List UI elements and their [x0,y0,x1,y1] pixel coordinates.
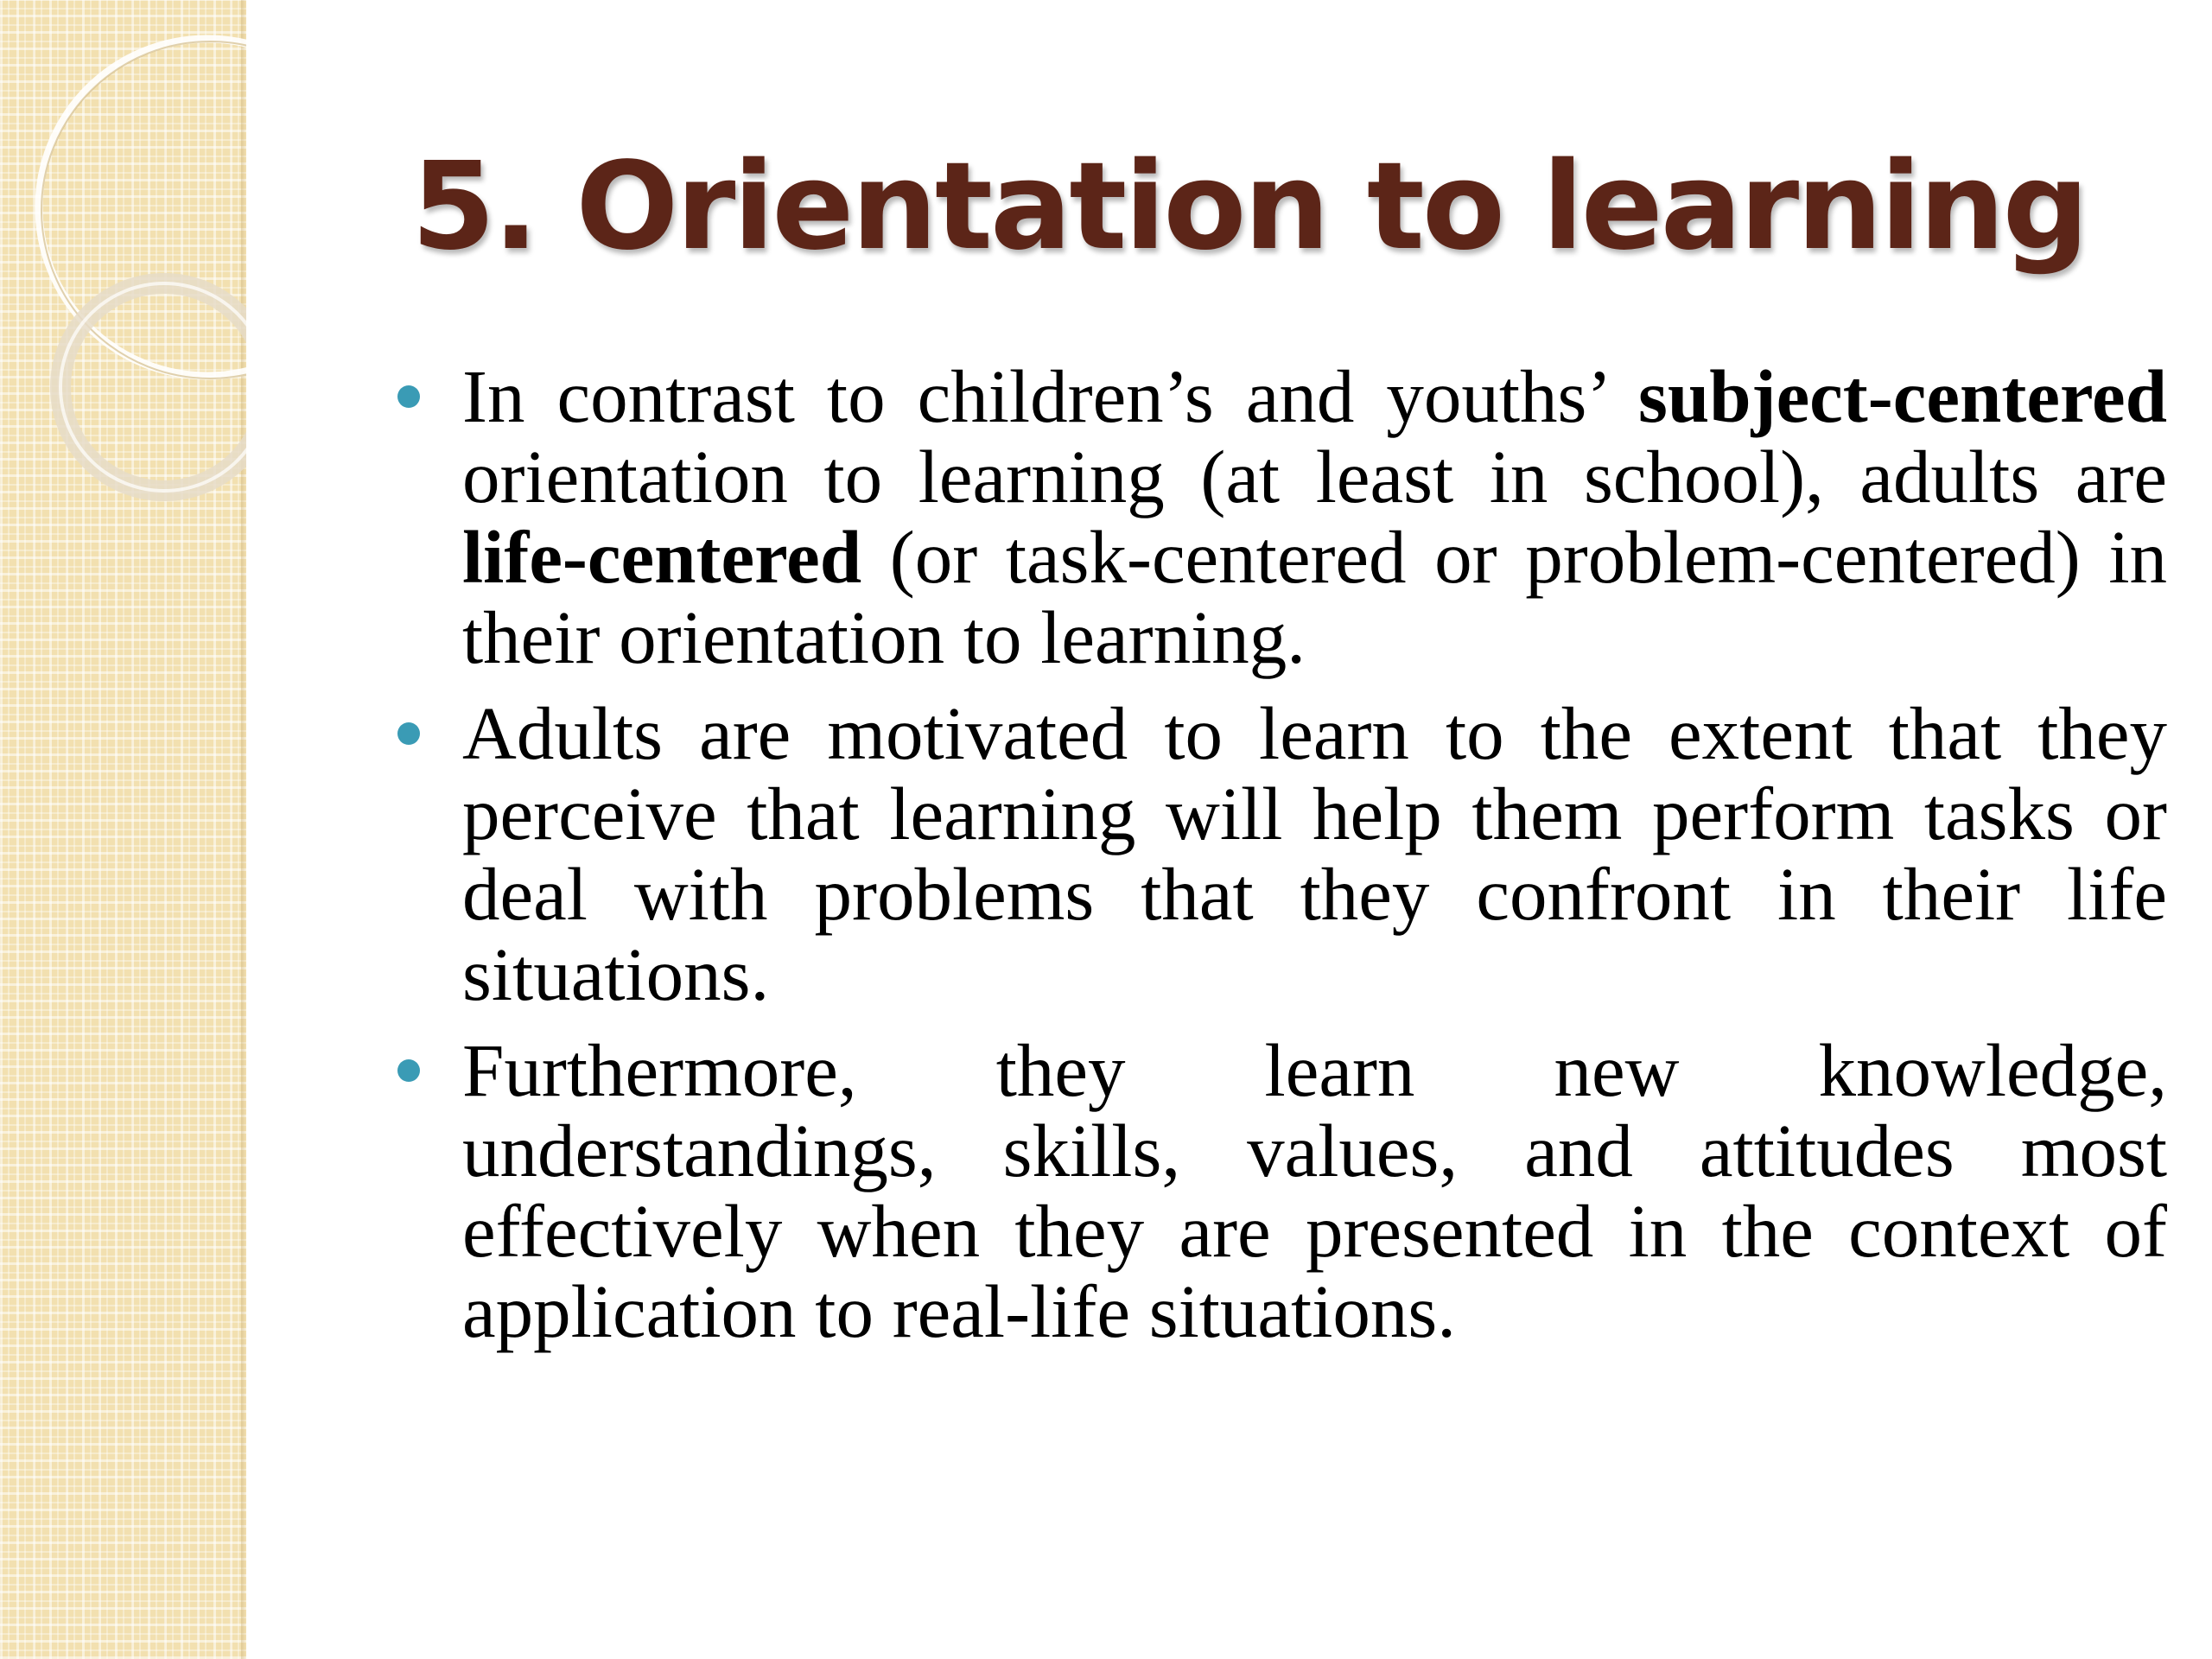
bullet-item-2 [462,693,2167,1014]
bullet-dot-icon [397,1059,420,1082]
bullet-item-3 [462,1030,2167,1351]
decorative-rings [0,0,246,605]
bullet-text: Furthermore, they learn new knowledge, understandings, skills, values, and attitudes most effectively when they are presented in the context of application to real-life situations. [462,1028,2167,1353]
bullet-text: Adults are motivated to learn to the extent that they perceive that learning will help them perform tasks or deal with problems that they confront in their life situations. [462,691,2167,1016]
small-ring-edge [60,283,246,491]
text-run: orientation to learning (at least in school), adults are [462,435,2167,518]
bold-term-life-centered: life-centered [462,515,862,599]
bold-term-subject-centered: subject-centered [1637,354,2167,438]
bullet-item-1 [462,356,2167,677]
bullet-list [462,356,2167,1367]
bullet-dot-icon [397,722,420,745]
text-run: In contrast to children’s and youths’ [462,354,1638,438]
bullet-text [462,354,2167,679]
slide-title: 5. Orientation to learning [411,137,2087,277]
bullet-dot-icon [397,385,420,408]
text-run: (or task-centered or problem-centered) in their orientation to learning. [462,515,2167,679]
